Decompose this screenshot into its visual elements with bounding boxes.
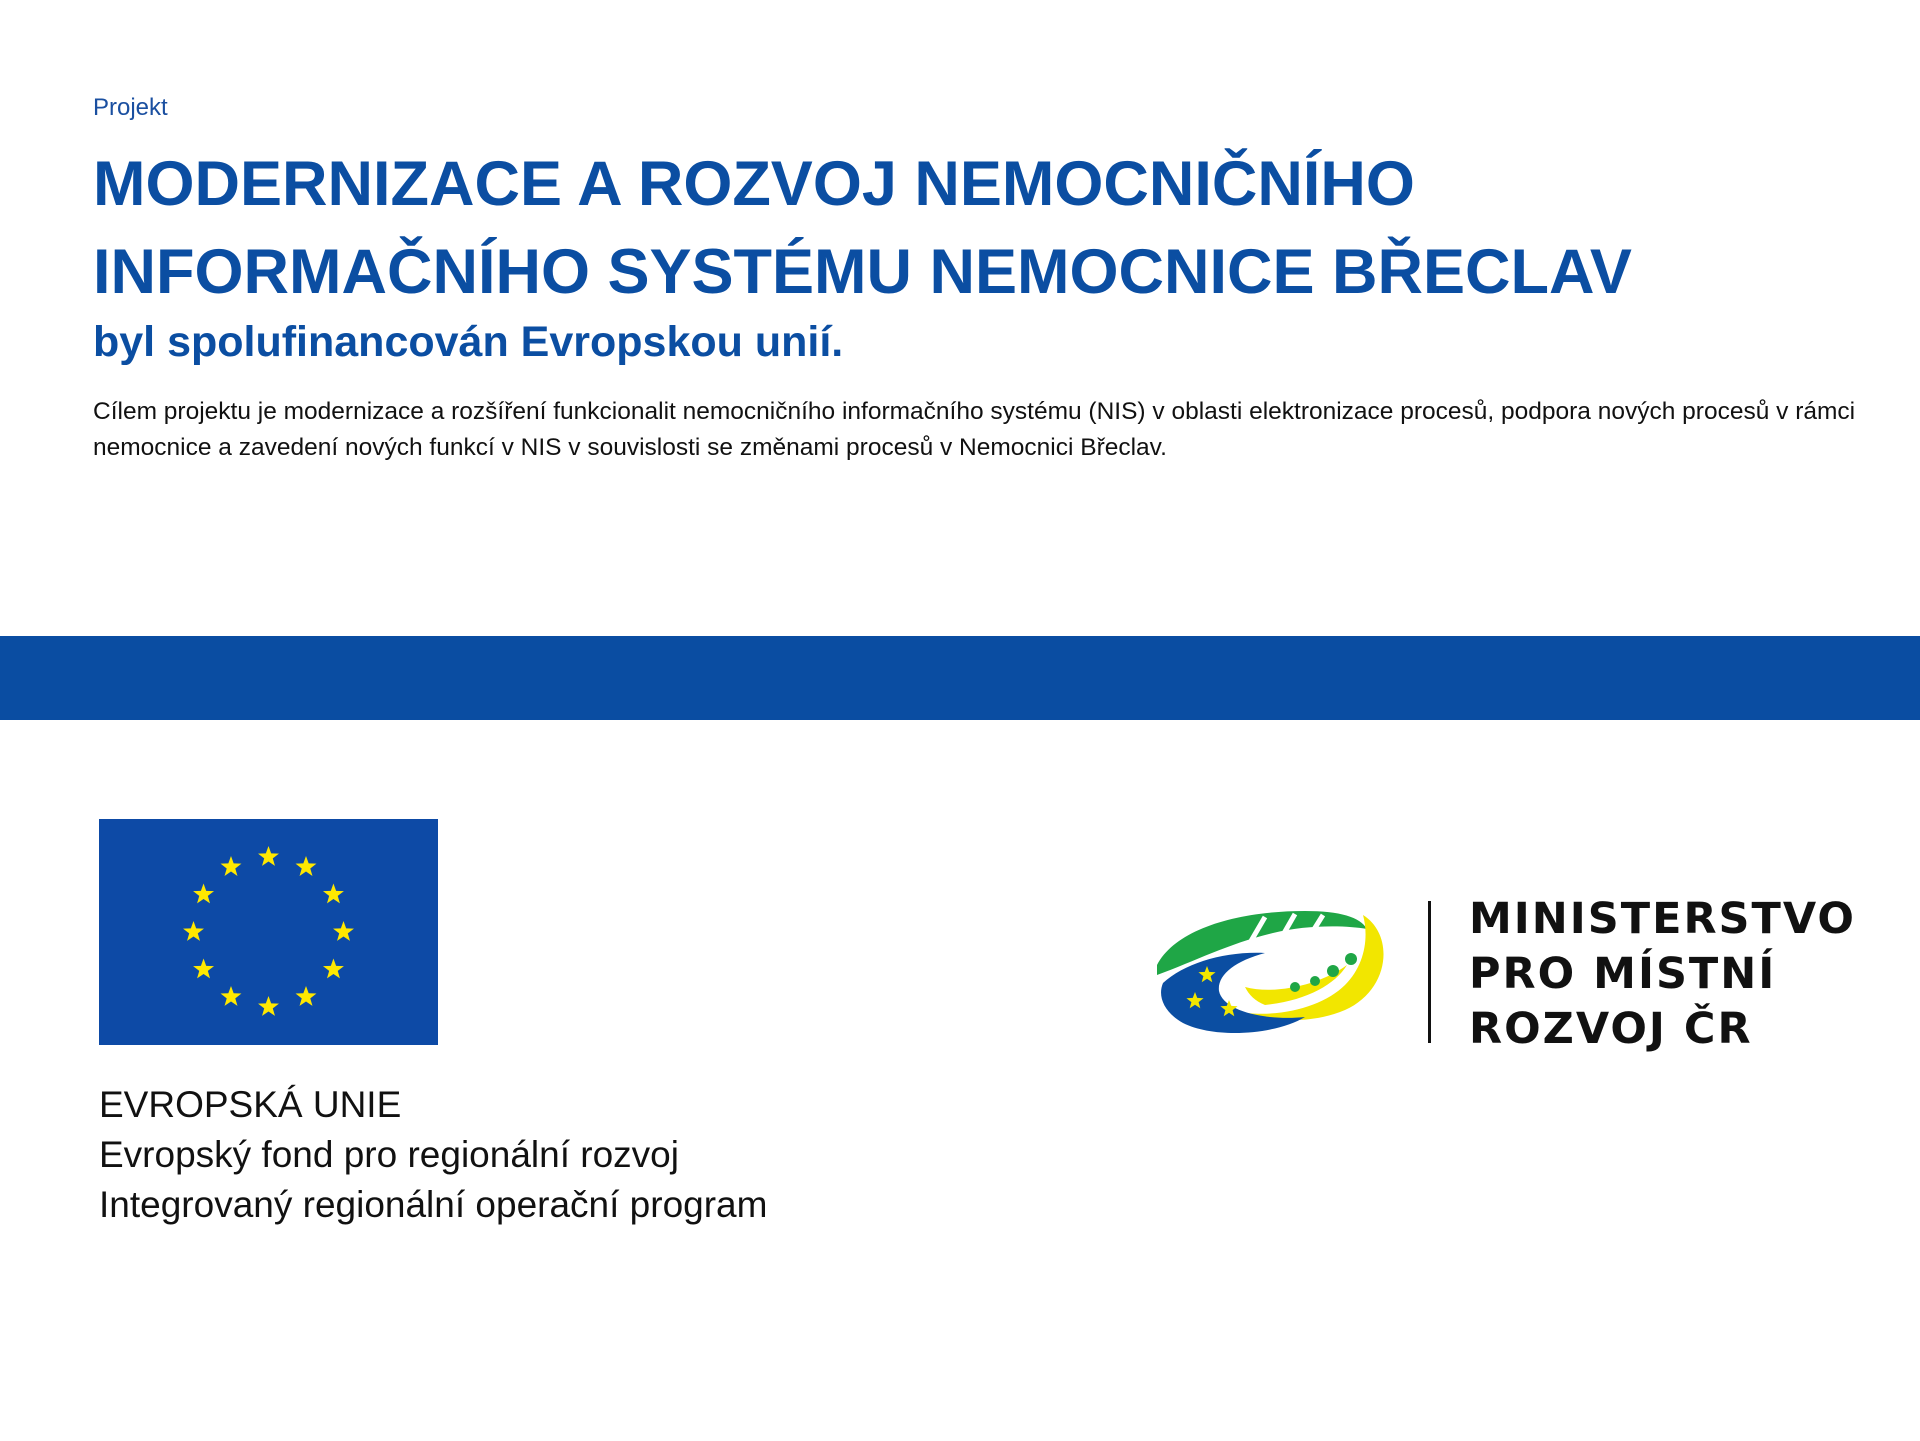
project-label: Projekt — [93, 94, 168, 121]
project-title: MODERNIZACE A ROZVOJ NEMOCNIČNÍHO INFORMAČNÍHO SYSTÉMU NEMOCNICE BŘECLAV — [93, 149, 1632, 307]
eu-fund-name: Evropský fond pro regionální rozvoj — [99, 1134, 679, 1175]
ministry-line-1: MINISTERSTVO — [1469, 894, 1856, 944]
eu-program-name: Integrovaný regionální operační program — [99, 1184, 768, 1225]
project-description: Cílem projektu je modernizace a rozšíření funkcionalit nemocničního informačního systému (NIS) v oblasti elektronizace procesů, podpora nových procesů v rámci nemocnice a zavedení nových funkcí v NIS v souvislosti se změnami procesů v Nemocnici Břeclav. — [93, 398, 1856, 461]
ministry-line-3: ROZVOJ ČR — [1469, 1004, 1753, 1054]
eu-name: EVROPSKÁ UNIE — [99, 1084, 402, 1125]
project-subtitle: byl spolufinancován Evropskou unií. — [93, 318, 844, 366]
mmr-emblem-icon — [1155, 905, 1395, 1040]
logo-divider — [1428, 901, 1431, 1043]
ministry-line-2: PRO MÍSTNÍ — [1469, 949, 1777, 999]
eu-caption — [99, 1080, 767, 1230]
eu-flag-icon — [99, 819, 438, 1045]
ministry-name — [1469, 892, 1856, 1057]
blue-band — [0, 636, 1920, 720]
